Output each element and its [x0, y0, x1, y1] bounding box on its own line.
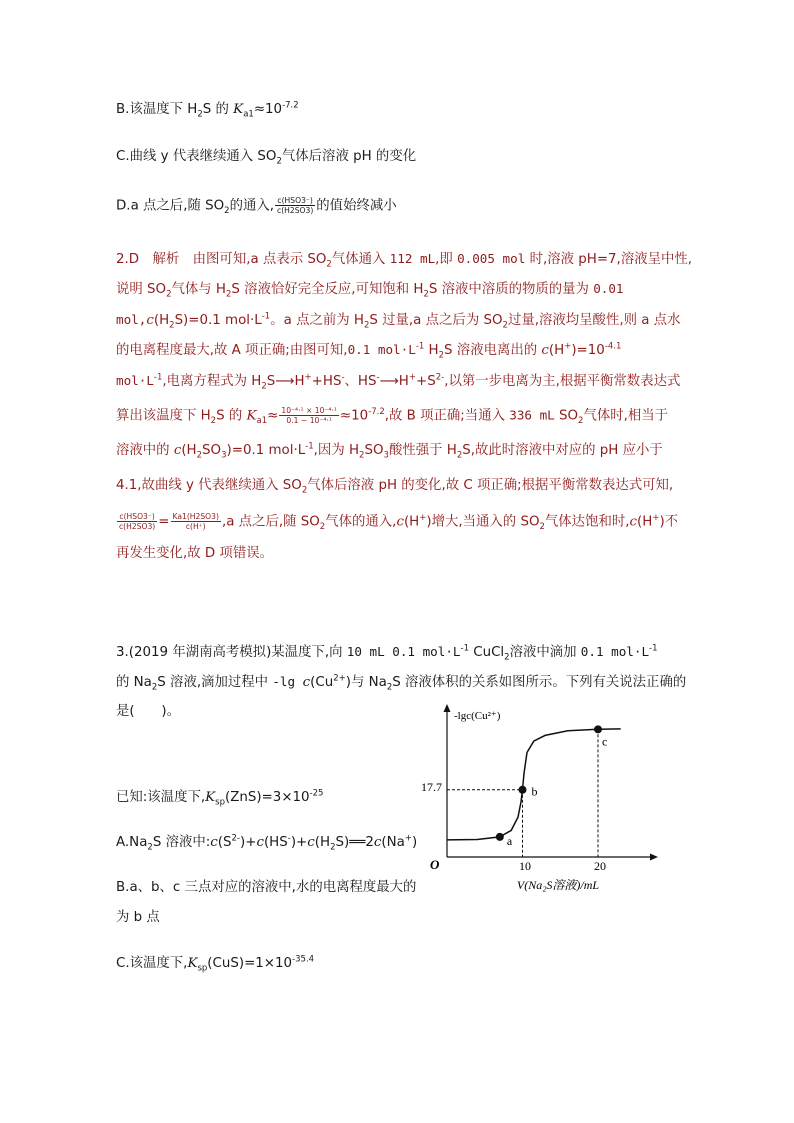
- ka1-fraction: $\frac{\text{10⁻⁴·¹ × 10⁻⁴·¹}}{\text{0.1 − 10⁻⁴·¹}}$: [281, 406, 337, 425]
- point-b: [519, 786, 527, 794]
- q3-line-3: 是( )。: [116, 704, 181, 719]
- option-b: B.该温度下 $H_2S$ 的 $K_{a1}\approx 10^{-7.2}$: [116, 100, 299, 120]
- q3-line-2: 的 $Na_2S$ 溶液,滴加过程中 -lg $c(Cu^{2+})$与 $Na_2S$ 溶液体积的关系如图所示。下列有关说法正确的: [116, 673, 687, 693]
- analysis-line-6: 算出该温度下 $H_2S$ 的 $K_{a1}\approx$ $\frac{\text{10⁻⁴·¹ × 10⁻⁴·¹}}{\text{0.1 − 10⁻⁴·¹}}$ $\approx 10^{-7.2}$,故 B 项正确;当通入 336 mL $SO_2$气体时,相当于: [116, 406, 669, 427]
- q3-option-c: C.该温度下$,K_{sp}(CuS)=1\times 10^{-35.4}$: [116, 954, 315, 974]
- analysis-line-10: 再发生变化,故 D 项错误。: [116, 546, 273, 561]
- analysis-line-2: 说明 $SO_2$气体与 $H_2S$ 溶液恰好完全反应,可知饱和 $H_2S$ 溶液中溶质的物质的量为 0.01: [116, 281, 624, 300]
- y-axis-arrow: [444, 704, 451, 712]
- y-tick-17-7: 17.7: [421, 780, 442, 794]
- option-d: D.a 点之后,随 $SO_2$的通入, $\frac{\text{c(HSO3⁻)}}{c(H2SO3)}$ 的值始终减小: [116, 196, 397, 217]
- analysis-line-7: 溶液中的 $c(H_2SO_3)=0.1$ $mol\cdot L^{-1}$,因为 $H_2SO_3$酸性强于 $H_2S$,故此时溶液中对应的 pH 应小于: [116, 441, 663, 461]
- analysis-line-3: $mol,c(H_2S)=0.1$ $mol\cdot L^{-1}$。a 点之前为 $H_2S$ 过量,a 点之后为 $SO_2$过量,溶液均呈酸性,则 a 点水: [116, 311, 681, 331]
- analysis-line-5: $mol\cdot L^{-1}$,电离方程式为 $H_2S⟶H^++HS^-$、$HS^-⟶H^++S^{2-}$,以第一步电离为主,根据平衡常数表达式: [116, 372, 681, 392]
- x-axis-arrow: [650, 854, 658, 861]
- y-axis-label: -lgc(Cu²⁺): [454, 710, 501, 722]
- q3-option-b-line-1: B.a、b、c 三点对应的溶液中,水的电离程度最大的: [116, 880, 417, 895]
- option-c: C.曲线 y 代表继续通入 $SO_2$气体后溶液 pH 的变化: [116, 149, 417, 167]
- x-tick-20: 20: [594, 859, 606, 873]
- q3-option-a: $A.Na_2S$ 溶液中$:c(S^{2-})+c(HS^-)+c(H_2S)══2c(Na^+)$: [116, 833, 418, 853]
- point-c-label: c: [602, 734, 608, 749]
- analysis-line-9: $\frac{\text{c(HSO3⁻)}}{c(H2SO3)}$ = $\frac{Ka1(H2SO3)}{c(H^+)}$ ,a 点之后,随 $SO_2$气体的通入,c(H+)增大,当通入的 $SO_2$气体达饱和时,c(H+)不: [119, 512, 679, 533]
- q3-option-b-line-2: 为 b 点: [116, 910, 160, 925]
- analysis-line-4: 的电离程度最大,故 A 项正确;由图可知,0.1 $mol\cdot L^{-1}$ $H_2S$ 溶液电离出的 $c(H^+)=10^{-4.1}$: [116, 341, 622, 361]
- q3-line-1: 3.(2019 年湖南高考模拟)某温度下,向 10 mL 0.1 $mol\cdot L^{-1}$ CuCl$_2$溶液中滴加 0.1 $mol\cdot L^{-1}$: [116, 643, 658, 663]
- point-b-label: b: [531, 784, 538, 799]
- cu-titration-chart: [414, 700, 664, 900]
- x-tick-10: 10: [519, 859, 531, 873]
- analysis-line-1: 2.D 解析 由图可知,a 点表示 $SO_2$气体通入 112 mL,即 0.005 mol 时,溶液 pH=7,溶液呈中性,: [116, 251, 693, 270]
- point-a-label: a: [506, 833, 513, 848]
- q3-known: 已知:该温度下$,K_{sp}(ZnS)=3\times 10^{-25}$: [116, 788, 324, 808]
- origin-label: O: [430, 857, 440, 872]
- ratio-fraction: $\frac{\text{c(HSO3⁻)}}{c(H2SO3)}$: [277, 196, 314, 215]
- ratio-fraction-left: $\frac{\text{c(HSO3⁻)}}{c(H2SO3)}$: [119, 512, 156, 531]
- point-c: [594, 725, 602, 733]
- ratio-fraction-right: $\frac{Ka1(H2SO3)}{c(H^+)}$: [172, 512, 219, 531]
- point-a: [496, 833, 504, 841]
- analysis-line-8: 4.1,故曲线 y 代表继续通入 $SO_2$气体后溶液 pH 的变化,故 C 项正确;根据平衡常数表达式可知,: [116, 478, 674, 496]
- x-axis-label: V(Na₂S溶液)/mL: [516, 878, 600, 892]
